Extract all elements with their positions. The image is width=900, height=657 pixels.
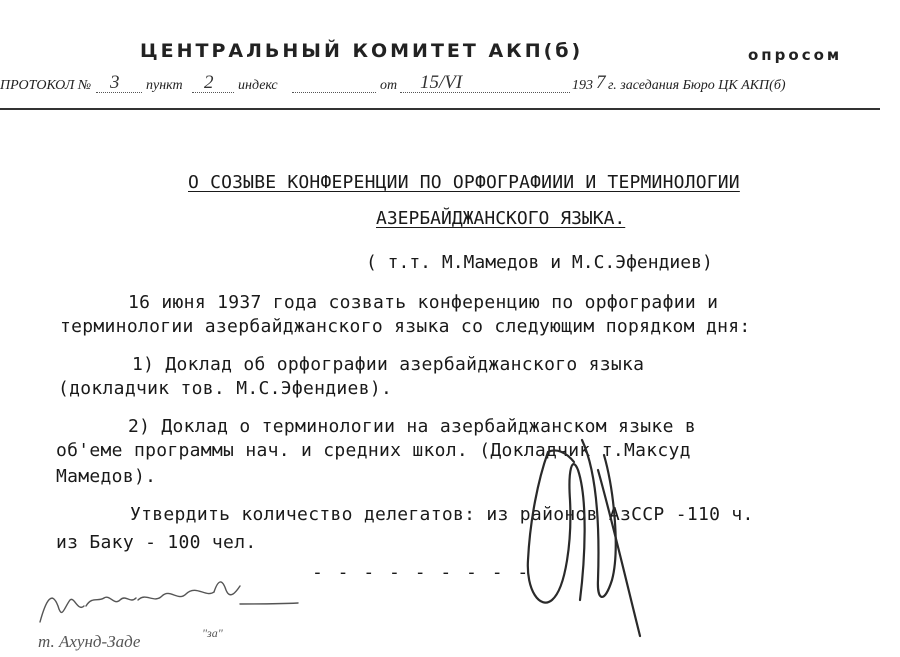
date-value: 15/VI (420, 72, 463, 93)
protocol-no: 3 (110, 72, 120, 93)
document-title-line1: О СОЗЫВЕ КОНФЕРЕНЦИИ ПО ОРФОГРАФИИИ И ТЕРМИНОЛОГИИ (188, 172, 740, 193)
signature-mark-left (40, 582, 298, 622)
year-prefix: 193 (572, 78, 593, 93)
dash-separator: - - - - - - - - - (312, 562, 531, 583)
paragraph2-line1: Утвердить количество делегатов: из районов АзССР -110 ч. (130, 504, 754, 525)
item1-line1: 1) Доклад об орфографии азербайджанского языка (132, 354, 645, 375)
handwritten-name: т. Ахунд-Заде (38, 632, 141, 651)
session-label: г. заседания Бюро ЦК АКП(б) (608, 78, 786, 93)
paragraph2-line2: из Баку - 100 чел. (56, 532, 257, 553)
index-label: индекс (238, 78, 278, 93)
date-label: от (380, 78, 398, 93)
paragraph1-line2: терминологии азербайджанского языка со следующим порядком дня: (60, 316, 751, 337)
item2-line3: Мамедов). (56, 466, 157, 487)
speakers-line: ( т.т. М.Мамедов и М.С.Эфендиев) (366, 252, 713, 273)
committee-heading: ЦЕНТРАЛЬНЫЙ КОМИТЕТ АКП(б) (140, 40, 584, 62)
handwritten-note: "за" (202, 626, 223, 640)
opros-label: опросом (748, 46, 843, 64)
item2-line2: об'еме программы нач. и средних школ. (Докладчик т.Максуд (56, 440, 691, 461)
item2-line1: 2) Доклад о терминологии на азербайджанском языке в (128, 416, 696, 437)
year-digit: 7 (596, 72, 606, 93)
point-no: 2 (204, 72, 214, 93)
document-title-line2: АЗЕРБАЙДЖАНСКОГО ЯЗЫКА. (376, 208, 626, 229)
item1-line2: (докладчик тов. М.С.Эфендиев). (58, 378, 393, 399)
protocol-label: ПРОТОКОЛ № (0, 78, 92, 93)
point-label: пункт (146, 78, 183, 93)
signature-mark-right (528, 440, 640, 636)
paragraph1-line1: 16 июня 1937 года созвать конференцию по орфографии и (128, 292, 719, 313)
